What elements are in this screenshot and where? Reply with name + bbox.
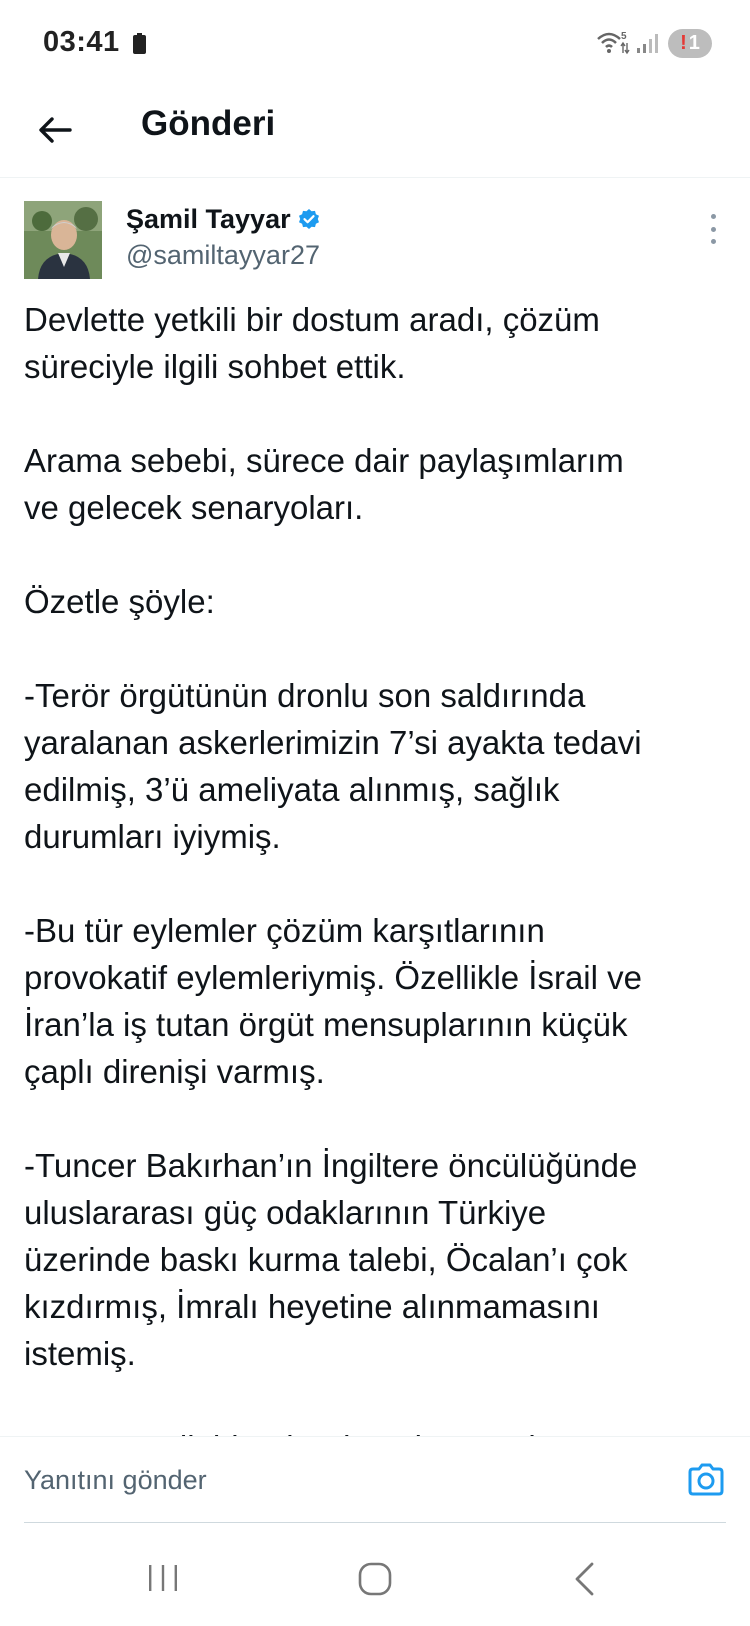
arrow-left-icon — [38, 116, 72, 144]
home-icon[interactable] — [358, 1562, 392, 1596]
notification-count: 1 — [688, 31, 700, 54]
avatar[interactable] — [24, 201, 102, 279]
tweet-paragraph: -Tuncer Bakırhan’ın İngiltere öncülüğünde uluslararası güç odaklarının Türkiye üzerinde baskı kurma talebi, Öcalan’ı çok kızdırmış, İmralı heyetine alınmamasını istemiş. — [24, 1147, 638, 1372]
back-button[interactable] — [30, 105, 80, 155]
battery-saver-icon — [133, 33, 146, 54]
more-vertical-icon-dot — [711, 239, 716, 244]
app-header — [0, 88, 750, 178]
more-vertical-icon-dot — [711, 214, 716, 219]
more-options-button[interactable] — [706, 214, 720, 244]
wifi-icon — [596, 29, 630, 57]
recents-icon[interactable] — [147, 1562, 179, 1594]
battery-warning: ! — [680, 31, 687, 54]
notification-pill — [668, 29, 712, 58]
verified-badge-icon — [297, 208, 321, 232]
more-vertical-icon-dot — [711, 227, 716, 232]
camera-icon[interactable] — [686, 1459, 726, 1499]
reply-underline — [24, 1522, 726, 1523]
tweet-paragraph: -Bu tür eylemler çözüm karşıtlarının provokatif eylemleriymiş. Özellikle İsrail ve İran’la iş tutan örgüt mensuplarının küçük çaplı direnişi varmış. — [24, 912, 642, 1090]
wifi-badge: 5 — [621, 31, 627, 42]
reply-bar — [0, 1436, 750, 1522]
tweet-paragraph: -Terör örgütünün dronlu son saldırında yaralanan askerlerimizin 7’si ayakta tedavi edilmiş, 3’ü ameliyata alınmış, sağlık durumları iyiymiş. — [24, 677, 642, 855]
author-handle[interactable]: @samiltayyar27 — [126, 240, 320, 270]
status-bar — [0, 0, 750, 88]
reply-input[interactable]: Yanıtını gönder — [24, 1464, 207, 1495]
chevron-left-icon[interactable] — [572, 1561, 596, 1597]
status-icons — [596, 27, 712, 59]
page-title: Gönderi — [141, 104, 276, 143]
tweet-paragraph: Arama sebebi, sürece dair paylaşımlarım ve gelecek senaryoları. — [24, 442, 624, 526]
avatar-image — [24, 201, 102, 279]
status-time: 03:41 — [43, 26, 120, 58]
tweet-body — [24, 296, 726, 1436]
signal-icon — [636, 32, 658, 54]
author-row — [0, 178, 750, 288]
system-nav-bar — [0, 1528, 750, 1626]
author-name-wrap[interactable] — [126, 204, 321, 235]
tweet-paragraph: Özetle şöyle: — [24, 583, 215, 620]
author-name: Şamil Tayyar — [126, 204, 291, 234]
tweet-paragraph: Devlette yetkili bir dostum aradı, çözüm süreciyle ilgili sohbet ettik. — [24, 301, 600, 385]
